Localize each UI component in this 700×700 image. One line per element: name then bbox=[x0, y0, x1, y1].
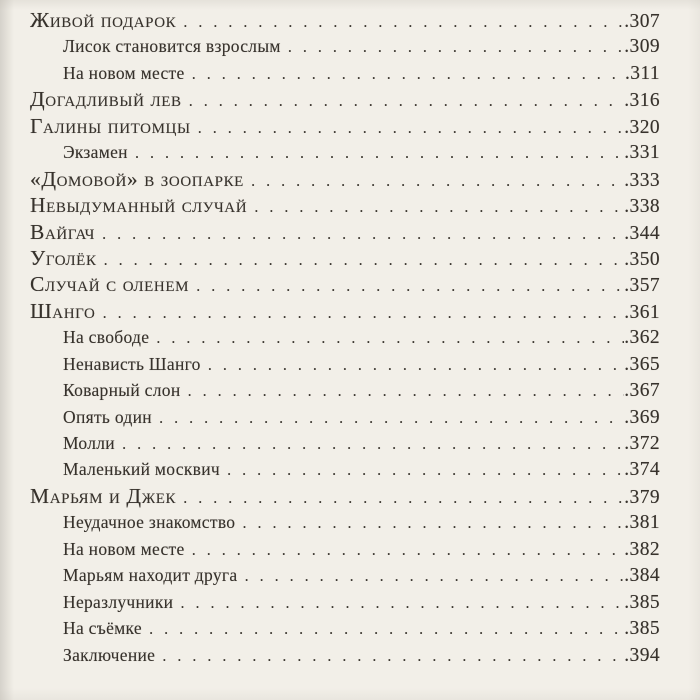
toc-entry-page: . 394 bbox=[624, 643, 660, 669]
toc-entry-page: . 379 bbox=[624, 485, 660, 511]
toc-entry-title: Вайгач bbox=[30, 219, 95, 244]
leader-dots bbox=[128, 140, 624, 166]
toc-entry-title: Случай с оленем bbox=[30, 272, 190, 297]
toc-entry-title: Экзамен bbox=[63, 142, 128, 163]
leader-dots bbox=[176, 9, 624, 35]
toc-entry-page: . 320 bbox=[624, 115, 660, 141]
toc-entry-page: . 369 bbox=[624, 405, 660, 431]
toc-entry bbox=[0, 298, 660, 324]
toc-entry-page: . 307 bbox=[624, 9, 660, 35]
toc-entry-title: Уголёк bbox=[30, 245, 97, 270]
toc-entry-page: . 381 bbox=[624, 510, 660, 536]
toc-entry-page: . 374 bbox=[624, 457, 660, 483]
leader-dots bbox=[189, 273, 624, 299]
toc-entry-page: . 357 bbox=[624, 273, 660, 299]
toc-entry-title: Невыдуманный случай bbox=[30, 193, 248, 218]
leader-dots bbox=[220, 457, 624, 483]
toc-entry bbox=[0, 377, 660, 403]
leader-dots bbox=[96, 300, 625, 326]
leader-dots bbox=[115, 431, 624, 457]
toc-list bbox=[0, 7, 660, 668]
toc-entry bbox=[0, 509, 660, 535]
leader-dots bbox=[95, 221, 624, 247]
toc-entry bbox=[0, 456, 660, 482]
toc-entry-page: . 382 bbox=[624, 537, 660, 563]
toc-entry-page: . 333 bbox=[624, 168, 660, 194]
leader-dots bbox=[247, 194, 624, 220]
toc-entry-title: Опять один bbox=[63, 406, 152, 427]
toc-entry bbox=[0, 483, 660, 509]
leader-dots bbox=[152, 405, 624, 431]
toc-entry bbox=[0, 139, 660, 165]
leader-dots bbox=[244, 168, 624, 194]
toc-entry-page: . 372 bbox=[624, 431, 660, 457]
toc-entry-title: Шанго bbox=[30, 298, 96, 323]
toc-entry bbox=[0, 562, 660, 588]
toc-entry-title: Неразлучники bbox=[63, 591, 174, 612]
toc-entry-page: . 331 bbox=[624, 140, 660, 166]
toc-entry-title: Галины питомцы bbox=[30, 113, 191, 138]
toc-entry-page: . 384 bbox=[624, 563, 660, 589]
leader-dots bbox=[201, 352, 625, 378]
toc-entry-page: . 344 bbox=[624, 221, 660, 247]
toc-entry bbox=[0, 271, 660, 297]
leader-dots bbox=[235, 510, 624, 536]
toc-entry bbox=[0, 351, 660, 377]
toc-entry-title: Маленький москвич bbox=[63, 459, 220, 480]
toc-entry-title: На свободе bbox=[63, 327, 150, 348]
toc-entry-page: . 311 bbox=[625, 61, 660, 87]
toc-entry bbox=[0, 7, 660, 33]
leader-dots bbox=[142, 616, 624, 642]
toc-entry bbox=[0, 589, 660, 615]
toc-entry-page: . 365 bbox=[624, 352, 660, 378]
leader-dots bbox=[237, 563, 624, 589]
toc-entry bbox=[0, 219, 660, 245]
toc-entry-page: . 350 bbox=[624, 247, 660, 273]
leader-dots bbox=[155, 643, 624, 669]
toc-entry bbox=[0, 642, 660, 668]
toc-entry bbox=[0, 33, 660, 59]
toc-entry bbox=[0, 166, 660, 192]
toc-entry bbox=[0, 324, 660, 350]
toc-entry-page: . 367 bbox=[624, 378, 660, 404]
toc-entry-title: На новом месте bbox=[63, 62, 185, 83]
toc-entry-title: Неудачное знакомство bbox=[63, 512, 236, 533]
toc-entry-page: . 338 bbox=[624, 194, 660, 220]
toc-entry bbox=[0, 536, 660, 562]
toc-entry-title: На новом месте bbox=[63, 538, 185, 559]
toc-entry-page: . 309 bbox=[624, 34, 660, 60]
leader-dots bbox=[176, 485, 624, 511]
leader-dots bbox=[97, 247, 625, 273]
toc-entry bbox=[0, 615, 660, 641]
toc-entry-title: На съёмке bbox=[63, 618, 142, 639]
toc-entry-title: Коварный слон bbox=[63, 380, 181, 401]
toc-entry bbox=[0, 113, 660, 139]
toc-entry-title: Марьям находит друга bbox=[63, 565, 238, 586]
leader-dots bbox=[173, 590, 624, 616]
leader-dots bbox=[281, 34, 625, 60]
toc-entry bbox=[0, 404, 660, 430]
leader-dots bbox=[149, 325, 624, 351]
toc-entry bbox=[0, 245, 660, 271]
toc-entry-title: Заключение bbox=[63, 644, 156, 665]
leader-dots bbox=[180, 378, 624, 404]
toc-entry bbox=[0, 86, 660, 112]
toc-entry-title: Ненависть Шанго bbox=[63, 353, 201, 374]
leader-dots bbox=[182, 88, 625, 114]
toc-entry-title: Живой подарок bbox=[30, 8, 177, 32]
toc-entry-title: «Домовой» в зоопарке bbox=[30, 166, 244, 191]
leader-dots bbox=[185, 537, 625, 563]
toc-entry bbox=[0, 192, 660, 218]
toc-entry-page: . 362 bbox=[624, 325, 660, 351]
leader-dots bbox=[191, 115, 625, 141]
toc-entry-page: . 361 bbox=[624, 300, 660, 326]
leader-dots bbox=[185, 61, 625, 87]
toc-entry-page: . 385 bbox=[624, 616, 660, 642]
toc-entry bbox=[0, 430, 660, 456]
toc-entry-page: . 385 bbox=[624, 590, 660, 616]
toc-entry bbox=[0, 60, 660, 86]
toc-entry-title: Лисок становится взрослым bbox=[63, 36, 281, 57]
toc-entry-title: Догадливый лев bbox=[30, 87, 182, 112]
toc-entry-page: . 316 bbox=[624, 88, 660, 114]
toc-entry-title: Марьям и Джек bbox=[30, 483, 177, 508]
toc-entry-title: Молли bbox=[63, 433, 115, 453]
